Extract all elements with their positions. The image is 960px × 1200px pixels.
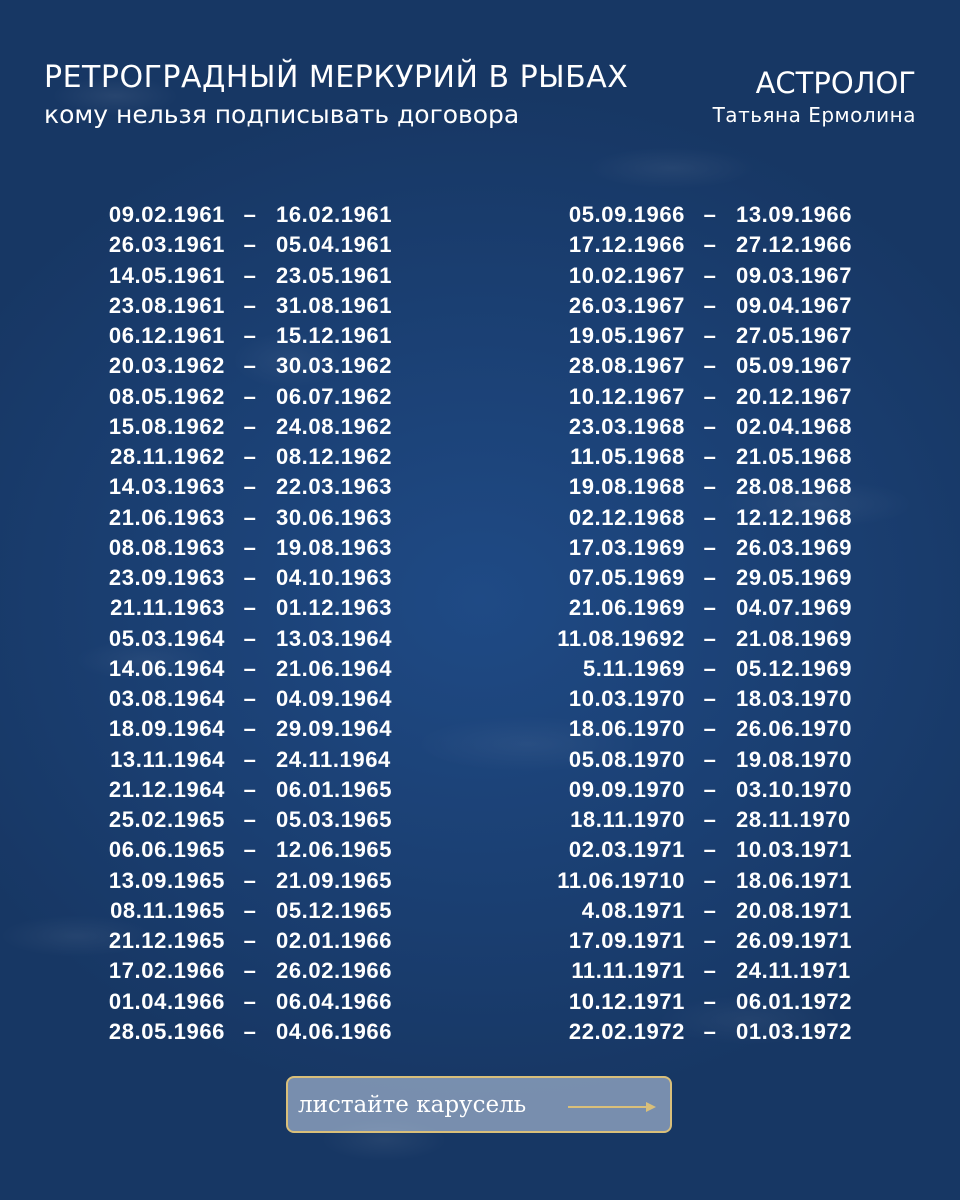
range-separator: – (243, 807, 257, 832)
range-start-date: 17.09.1971 (568, 928, 685, 953)
range-end-date: 21.09.1965 (276, 867, 393, 893)
range-start-date: 26.03.1961 (108, 232, 225, 258)
range-end-date: 26.02.1966 (276, 958, 393, 984)
range-separator: – (703, 716, 717, 742)
range-separator: – (703, 867, 717, 893)
range-start-date: 07.05.1969 (568, 565, 685, 590)
range-start-date: 19.08.1968 (568, 474, 685, 500)
range-separator: – (703, 262, 717, 288)
date-range-row (60, 321, 440, 351)
range-separator: – (243, 746, 257, 772)
date-range-row (60, 896, 440, 926)
range-start-date: 23.09.1963 (108, 565, 225, 590)
range-end-date: 22.03.1963 (276, 474, 393, 500)
date-range-row (520, 351, 900, 381)
range-separator: – (703, 353, 717, 379)
range-start-date: 21.12.1964 (108, 776, 225, 802)
range-end-date: 01.12.1963 (276, 595, 393, 621)
range-separator: – (703, 625, 717, 651)
range-separator: – (243, 292, 257, 318)
date-range-row (60, 835, 440, 865)
range-separator: – (703, 323, 717, 348)
range-start-date: 11.11.1971 (571, 958, 685, 984)
range-separator: – (703, 565, 717, 590)
date-range-row (60, 472, 440, 502)
date-range-row (60, 805, 440, 835)
range-end-date: 30.06.1963 (276, 504, 393, 530)
range-separator: – (243, 504, 257, 530)
range-end-date: 06.07.1962 (276, 383, 393, 409)
range-start-date: 11.08.19692 (557, 625, 685, 651)
range-end-date: 29.05.1969 (736, 565, 853, 590)
range-start-date: 18.11.1970 (570, 807, 685, 832)
date-range-row (60, 563, 440, 593)
range-separator: – (243, 625, 257, 651)
range-end-date: 05.09.1967 (736, 353, 853, 379)
range-separator: – (243, 958, 257, 984)
range-start-date: 21.06.1963 (108, 504, 225, 530)
range-separator: – (703, 1018, 717, 1044)
range-separator: – (243, 655, 257, 681)
range-start-date: 09.02.1961 (108, 202, 225, 227)
range-start-date: 02.12.1968 (568, 504, 685, 530)
range-start-date: 03.08.1964 (108, 686, 225, 711)
date-range-row (520, 442, 900, 472)
date-range-row (60, 775, 440, 805)
range-end-date: 21.05.1968 (736, 444, 853, 469)
range-end-date: 05.12.1965 (276, 897, 393, 923)
date-range-row (60, 654, 440, 684)
range-end-date: 06.01.1972 (736, 988, 853, 1014)
range-end-date: 24.08.1962 (276, 413, 393, 439)
date-range-row (60, 291, 440, 321)
range-separator: – (703, 807, 717, 832)
date-range-row (520, 714, 900, 744)
range-separator: – (703, 897, 717, 923)
range-end-date: 19.08.1963 (276, 534, 393, 560)
range-separator: – (703, 776, 717, 802)
range-end-date: 02.04.1968 (736, 413, 853, 439)
range-start-date: 01.04.1966 (108, 988, 225, 1014)
range-separator: – (703, 746, 717, 772)
range-end-date: 06.01.1965 (276, 776, 393, 802)
date-range-row (520, 866, 900, 896)
range-end-date: 20.08.1971 (736, 897, 853, 923)
range-end-date: 28.11.1970 (736, 807, 851, 832)
range-separator: – (243, 595, 257, 621)
date-range-row (520, 745, 900, 775)
range-end-date: 04.09.1964 (276, 686, 393, 711)
range-start-date: 14.06.1964 (108, 655, 225, 681)
range-start-date: 28.11.1962 (110, 444, 225, 469)
range-start-date: 23.08.1961 (108, 292, 225, 318)
range-separator: – (243, 232, 257, 258)
page-subtitle: кому нельзя подписывать договора (44, 100, 520, 129)
range-separator: – (243, 444, 257, 469)
date-range-row (520, 412, 900, 442)
range-end-date: 20.12.1967 (736, 383, 853, 409)
range-end-date: 06.04.1966 (276, 988, 393, 1014)
range-separator: – (703, 595, 717, 621)
range-start-date: 08.11.1965 (110, 897, 225, 923)
range-start-date: 11.05.1968 (570, 444, 685, 469)
range-separator: – (243, 262, 257, 288)
date-range-row (520, 533, 900, 563)
range-end-date: 24.11.1964 (276, 746, 391, 772)
range-end-date: 31.08.1961 (276, 292, 393, 318)
date-range-row (520, 230, 900, 260)
range-separator: – (703, 958, 717, 984)
date-range-row (520, 200, 900, 230)
dates-right-column (520, 200, 900, 1047)
range-start-date: 15.08.1962 (108, 413, 225, 439)
brand-name: Татьяна Ермолина (712, 103, 916, 127)
date-range-row (60, 866, 440, 896)
range-end-date: 03.10.1970 (736, 776, 853, 802)
header (0, 0, 960, 150)
date-range-row (520, 805, 900, 835)
range-separator: – (243, 474, 257, 500)
range-start-date: 13.09.1965 (108, 867, 225, 893)
range-start-date: 28.05.1966 (108, 1018, 225, 1044)
range-start-date: 05.09.1966 (568, 202, 685, 227)
range-start-date: 17.02.1966 (108, 958, 225, 984)
range-start-date: 20.03.1962 (108, 353, 225, 379)
brand-title: АСТРОЛОГ (755, 66, 916, 100)
date-range-row (60, 351, 440, 381)
range-end-date: 04.06.1966 (276, 1018, 393, 1044)
range-separator: – (703, 202, 717, 227)
range-end-date: 27.05.1967 (736, 323, 853, 348)
range-separator: – (243, 867, 257, 893)
range-end-date: 04.07.1969 (736, 595, 853, 621)
range-end-date: 26.06.1970 (736, 716, 853, 742)
range-start-date: 10.03.1970 (568, 686, 685, 711)
range-start-date: 18.09.1964 (108, 716, 225, 742)
range-separator: – (243, 988, 257, 1014)
range-start-date: 4.08.1971 (581, 897, 685, 923)
date-range-row (60, 412, 440, 442)
range-end-date: 09.04.1967 (736, 292, 853, 318)
date-range-row (520, 684, 900, 714)
date-range-row (60, 926, 440, 956)
range-separator: – (703, 292, 717, 318)
page-title: РЕТРОГРАДНЫЙ МЕРКУРИЙ В РЫБАХ (44, 60, 629, 95)
range-separator: – (243, 716, 257, 742)
date-range-row (60, 956, 440, 986)
date-range-row (520, 321, 900, 351)
range-start-date: 10.12.1971 (568, 988, 685, 1014)
range-start-date: 06.12.1961 (108, 323, 225, 348)
date-range-row (520, 503, 900, 533)
range-end-date: 01.03.1972 (736, 1018, 853, 1044)
date-range-row (520, 896, 900, 926)
range-start-date: 08.05.1962 (108, 383, 225, 409)
date-range-row (520, 926, 900, 956)
range-end-date: 26.09.1971 (736, 928, 853, 953)
range-end-date: 16.02.1961 (276, 202, 393, 227)
range-end-date: 05.03.1965 (276, 807, 393, 832)
range-start-date: 22.02.1972 (568, 1018, 685, 1044)
date-range-row (520, 382, 900, 412)
range-start-date: 18.06.1970 (568, 716, 685, 742)
range-separator: – (703, 534, 717, 560)
range-end-date: 12.06.1965 (276, 837, 393, 863)
range-separator: – (703, 383, 717, 409)
range-separator: – (703, 504, 717, 530)
arrow-right-icon (568, 1100, 658, 1114)
date-range-row (60, 745, 440, 775)
carousel-label: листайте карусель (298, 1092, 527, 1118)
date-range-row (520, 654, 900, 684)
range-end-date: 12.12.1968 (736, 504, 853, 530)
date-range-row (60, 624, 440, 654)
range-separator: – (243, 202, 257, 227)
date-range-row (520, 624, 900, 654)
date-range-row (520, 835, 900, 865)
range-separator: – (243, 928, 257, 953)
range-end-date: 30.03.1962 (276, 353, 393, 379)
date-range-row (520, 775, 900, 805)
range-end-date: 02.01.1966 (276, 928, 393, 953)
date-range-row (520, 291, 900, 321)
range-end-date: 21.06.1964 (276, 655, 393, 681)
range-start-date: 13.11.1964 (110, 746, 225, 772)
range-start-date: 09.09.1970 (568, 776, 685, 802)
range-end-date: 29.09.1964 (276, 716, 393, 742)
range-end-date: 10.03.1971 (736, 837, 853, 863)
date-range-row (60, 503, 440, 533)
range-start-date: 06.06.1965 (108, 837, 225, 863)
range-separator: – (703, 837, 717, 863)
range-end-date: 28.08.1968 (736, 474, 853, 500)
range-start-date: 14.05.1961 (108, 262, 225, 288)
range-start-date: 21.11.1963 (110, 595, 225, 621)
range-start-date: 21.12.1965 (108, 928, 225, 953)
date-range-row (60, 1017, 440, 1047)
date-range-row (520, 987, 900, 1017)
range-separator: – (703, 444, 717, 469)
range-start-date: 10.12.1967 (568, 383, 685, 409)
range-start-date: 21.06.1969 (568, 595, 685, 621)
date-range-row (60, 230, 440, 260)
range-start-date: 5.11.1969 (582, 655, 685, 681)
range-end-date: 08.12.1962 (276, 444, 393, 469)
date-range-row (60, 684, 440, 714)
range-end-date: 21.08.1969 (736, 625, 853, 651)
range-start-date: 25.02.1965 (108, 807, 225, 832)
range-start-date: 17.03.1969 (568, 534, 685, 560)
range-end-date: 19.08.1970 (736, 746, 853, 772)
range-separator: – (243, 837, 257, 863)
range-start-date: 14.03.1963 (108, 474, 225, 500)
range-separator: – (703, 988, 717, 1014)
range-start-date: 08.08.1963 (108, 534, 225, 560)
range-separator: – (243, 686, 257, 711)
date-range-row (520, 261, 900, 291)
dates-left-column (60, 200, 440, 1047)
date-range-row (60, 382, 440, 412)
range-separator: – (703, 655, 717, 681)
range-end-date: 09.03.1967 (736, 262, 853, 288)
range-end-date: 18.03.1970 (736, 686, 853, 711)
date-range-row (520, 593, 900, 623)
range-end-date: 05.04.1961 (276, 232, 393, 258)
range-end-date: 26.03.1969 (736, 534, 853, 560)
range-separator: – (243, 776, 257, 802)
date-range-row (60, 533, 440, 563)
date-range-row (520, 563, 900, 593)
date-range-row (60, 261, 440, 291)
range-separator: – (243, 565, 257, 590)
range-end-date: 13.03.1964 (276, 625, 393, 651)
range-separator: – (243, 534, 257, 560)
range-start-date: 05.08.1970 (568, 746, 685, 772)
range-end-date: 05.12.1969 (736, 655, 853, 681)
range-start-date: 02.03.1971 (568, 837, 685, 863)
carousel-button[interactable] (286, 1076, 672, 1133)
range-end-date: 15.12.1961 (276, 323, 393, 348)
date-range-row (60, 593, 440, 623)
date-range-row (60, 442, 440, 472)
date-range-row (520, 472, 900, 502)
range-end-date: 13.09.1966 (736, 202, 853, 227)
range-separator: – (703, 928, 717, 953)
date-range-row (520, 1017, 900, 1047)
range-end-date: 24.11.1971 (736, 958, 851, 984)
range-separator: – (703, 413, 717, 439)
range-separator: – (243, 897, 257, 923)
range-separator: – (243, 413, 257, 439)
date-range-row (60, 200, 440, 230)
range-start-date: 17.12.1966 (568, 232, 685, 258)
range-separator: – (243, 1018, 257, 1044)
range-separator: – (703, 686, 717, 711)
date-range-row (60, 987, 440, 1017)
range-end-date: 18.06.1971 (736, 867, 853, 893)
range-separator: – (243, 353, 257, 379)
range-separator: – (243, 323, 257, 348)
range-separator: – (243, 383, 257, 409)
range-end-date: 04.10.1963 (276, 565, 393, 590)
range-start-date: 28.08.1967 (568, 353, 685, 379)
range-start-date: 19.05.1967 (568, 323, 685, 348)
range-start-date: 05.03.1964 (108, 625, 225, 651)
range-end-date: 23.05.1961 (276, 262, 393, 288)
range-start-date: 10.02.1967 (568, 262, 685, 288)
range-start-date: 11.06.19710 (557, 867, 685, 893)
range-start-date: 23.03.1968 (568, 413, 685, 439)
range-separator: – (703, 232, 717, 258)
date-range-row (520, 956, 900, 986)
date-range-row (60, 714, 440, 744)
range-end-date: 27.12.1966 (736, 232, 853, 258)
range-separator: – (703, 474, 717, 500)
range-start-date: 26.03.1967 (568, 292, 685, 318)
